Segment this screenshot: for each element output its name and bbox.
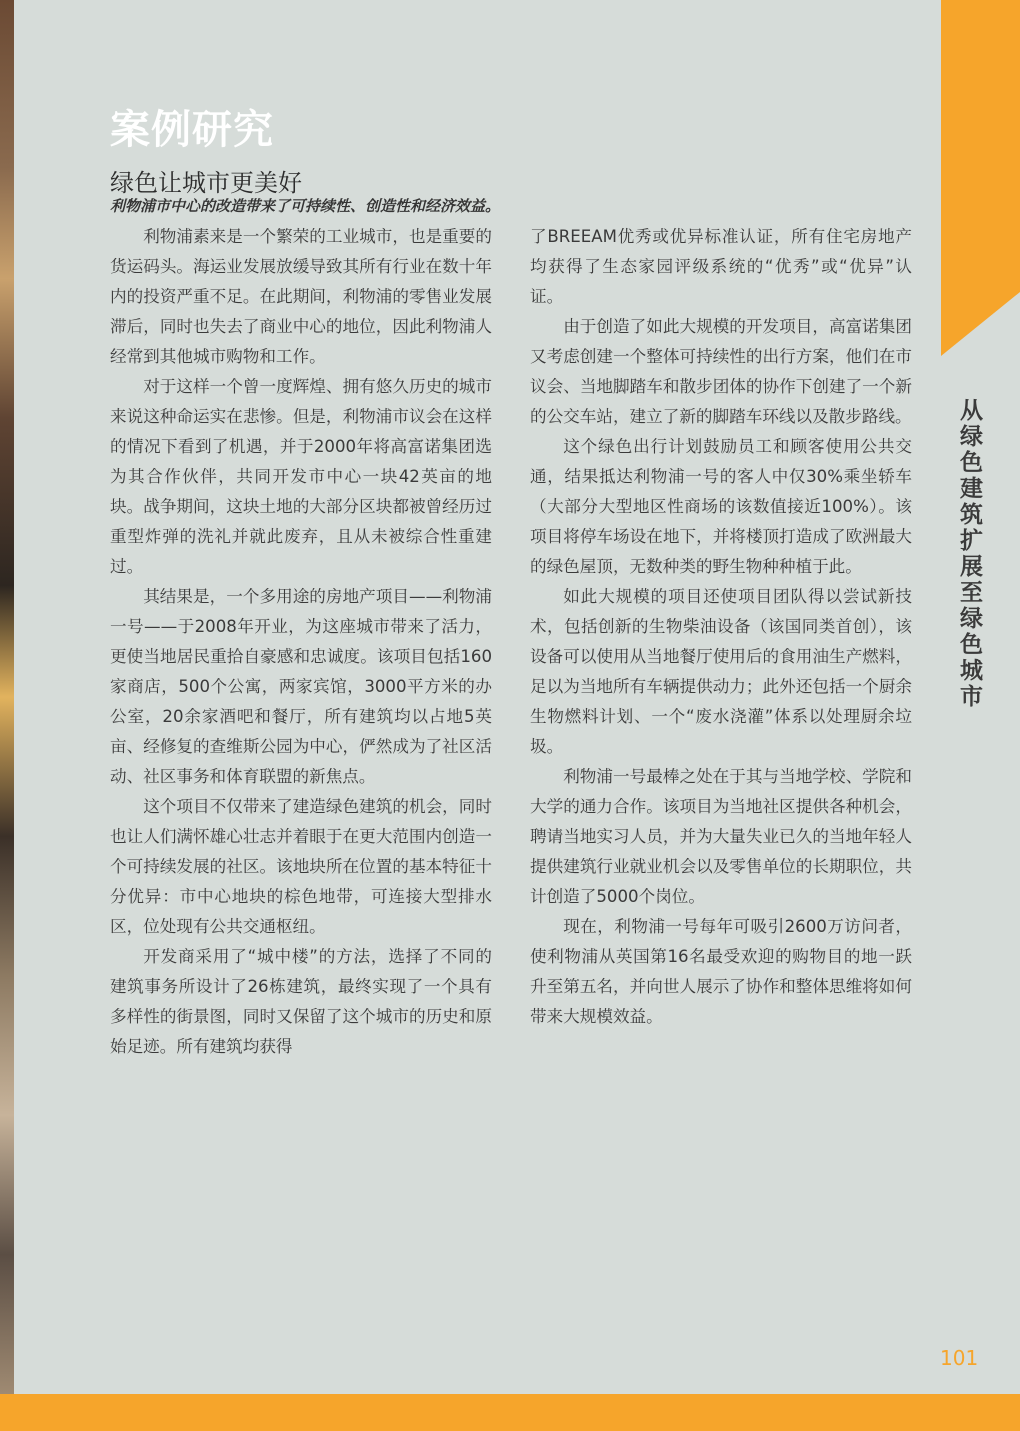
paragraph: 现在，利物浦一号每年可吸引2600万访问者，使利物浦从英国第16名最受欢迎的购物目的地一跃升至第五名，并向世人展示了协作和整体思维将如何带来大规模效益。 bbox=[530, 917, 912, 1026]
chapter-side-title: 从绿色建筑扩展至绿色城市 bbox=[956, 398, 982, 710]
orange-corner-block bbox=[941, 0, 1020, 292]
paragraph: 如此大规模的项目还使项目团队得以尝试新技术，包括创新的生物柴油设备（该国同类首创），该设备可以使用从当地餐厅使用后的食用油生产燃料，足以为当地所有车辆提供动力；此外还包括一个厨余生物燃料计划、一个“废水浇灌”体系以处理厨余垃圾。 bbox=[530, 587, 912, 756]
article-headline: 绿色让城市更美好 bbox=[110, 169, 302, 197]
article-subhead: 利物浦市中心的改造带来了可持续性、创造性和经济效益。 bbox=[110, 197, 501, 215]
paragraph-continued: 了BREEAM优秀或优异标准认证，所有住宅房地产均获得了生态家园评级系统的“优秀”或“优异”认证。 bbox=[530, 227, 912, 306]
right-column bbox=[530, 222, 912, 1032]
photo-edge-image bbox=[0, 0, 14, 1394]
page-number: 101 bbox=[940, 1346, 979, 1370]
paragraph: 由于创造了如此大规模的开发项目，高富诺集团又考虑创建一个整体可持续性的出行方案，他们在市议会、当地脚踏车和散步团体的协作下创建了一个新的公交车站，建立了新的脚踏车环线以及散步路线。 bbox=[530, 317, 912, 426]
paragraph: 开发商采用了“城中楼”的方法，选择了不同的建筑事务所设计了26栋建筑，最终实现了一个具有多样性的街景图，同时又保留了这个城市的历史和原始足迹。所有建筑均获得 bbox=[110, 947, 492, 1056]
section-title: 案例研究 bbox=[110, 107, 274, 153]
paragraph: 这个项目不仅带来了建造绿色建筑的机会，同时也让人们满怀雄心壮志并着眼于在更大范围内创造一个可持续发展的社区。该地块所在位置的基本特征十分优异：市中心地块的棕色地带，可连接大型排水区，位处现有公共交通枢纽。 bbox=[110, 797, 492, 936]
bottom-orange-bar bbox=[0, 1394, 1020, 1431]
left-column bbox=[110, 222, 492, 1062]
paragraph: 对于这样一个曾一度辉煌、拥有悠久历史的城市来说这种命运实在悲惨。但是，利物浦市议会在这样的情况下看到了机遇，并于2000年将高富诺集团选为其合作伙伴，共同开发市中心一块42英亩的地块。战争期间，这块土地的大部分区块都被曾经历过重型炸弹的洗礼并就此废弃，且从未被综合性重建过。 bbox=[110, 377, 492, 576]
paragraph: 利物浦素来是一个繁荣的工业城市，也是重要的货运码头。海运业发展放缓导致其所有行业在数十年内的投资严重不足。在此期间，利物浦的零售业发展滞后，同时也失去了商业中心的地位，因此利物浦人经常到其他城市购物和工作。 bbox=[110, 227, 492, 366]
paragraph: 其结果是，一个多用途的房地产项目——利物浦一号——于2008年开业，为这座城市带来了活力，更使当地居民重拾自豪感和忠诚度。该项目包括160家商店，500个公寓，两家宾馆，3000平方米的办公室，20余家酒吧和餐厅，所有建筑均以占地5英亩、经修复的查维斯公园为中心，俨然成为了社区活动、社区事务和体育联盟的新焦点。 bbox=[110, 587, 492, 786]
paragraph: 这个绿色出行计划鼓励员工和顾客使用公共交通，结果抵达利物浦一号的客人中仅30%乘坐轿车（大部分大型地区性商场的该数值接近100%）。该项目将停车场设在地下，并将楼顶打造成了欧洲最大的绿色屋顶，无数种类的野生物种种植于此。 bbox=[530, 437, 912, 576]
paragraph: 利物浦一号最棒之处在于其与当地学校、学院和大学的通力合作。该项目为当地社区提供各种机会，聘请当地实习人员，并为大量失业已久的当地年轻人提供建筑行业就业机会以及零售单位的长期职位，共计创造了5000个岗位。 bbox=[530, 767, 912, 906]
orange-corner-triangle bbox=[941, 292, 1020, 356]
